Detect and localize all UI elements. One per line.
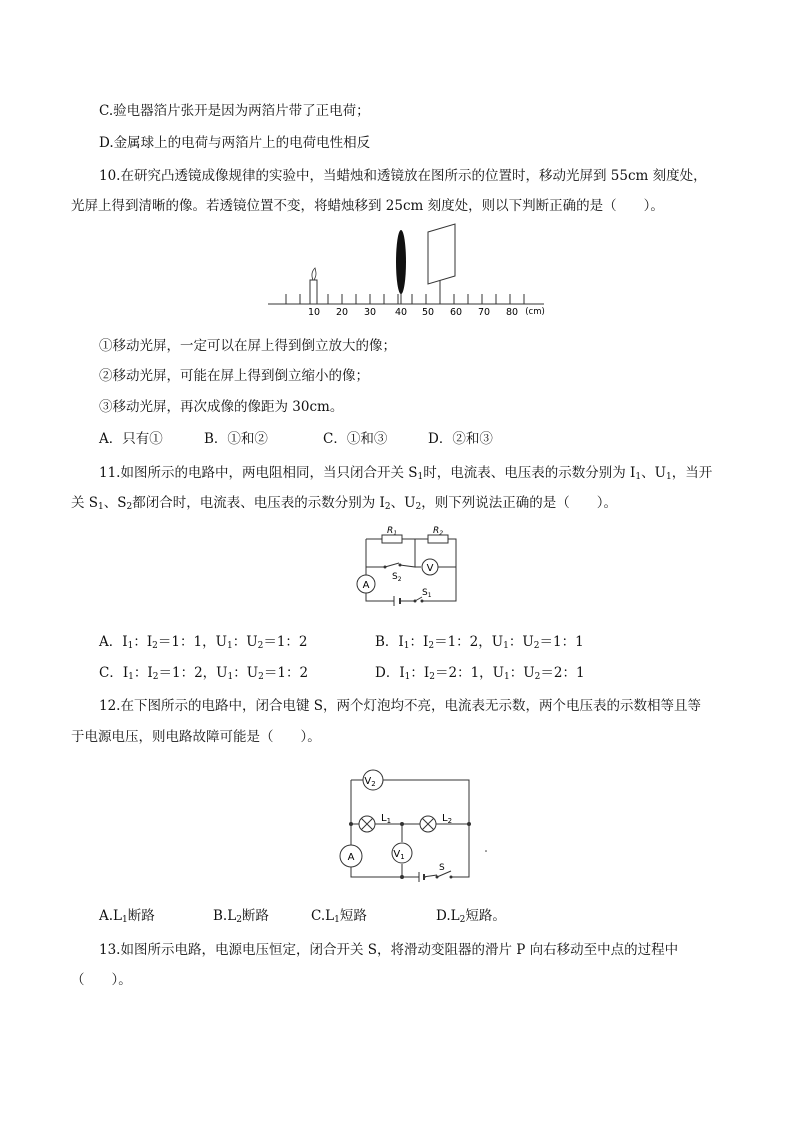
q11-option-c: C．$I_1$：$I_2=1$：2，$U_1$：$U_2=1$：2 bbox=[99, 665, 309, 682]
q11-text-line2: 关 $S_1$、$S_2$都闭合时，电流表、电压表的示数分别为 $I_2$、$U_2$，则下列说法正确的是（ ）。 bbox=[71, 495, 617, 512]
q12-text-line2: 于电源电压，则电路故障可能是（ ）。 bbox=[71, 729, 321, 745]
option-c-text: C.验电器箔片张开是因为两箔片带了正电荷； bbox=[99, 103, 370, 119]
tick-label: 70 bbox=[477, 307, 491, 318]
l2-label: $L_2$ bbox=[442, 813, 453, 825]
statement-3: ③移动光屏，再次成像的像距为 30cm。 bbox=[99, 399, 344, 415]
q12-option-b: $B.L_2$断路 bbox=[213, 908, 269, 925]
candle bbox=[310, 268, 317, 304]
s2-label: $S_2$ bbox=[392, 572, 402, 583]
tick-label: 20 bbox=[335, 307, 349, 318]
battery-symbol bbox=[394, 596, 400, 606]
q13-text-line2: （ ）。 bbox=[71, 972, 132, 988]
q12-option-c: $C.L_1$短路 bbox=[311, 908, 367, 925]
tick-label: 10 bbox=[307, 307, 321, 318]
lens-experiment-figure bbox=[262, 222, 554, 320]
battery-symbol bbox=[419, 872, 424, 882]
q11-option-b: B．$I_1$：$I_2=1$：2，$U_1$：$U_2=1$：1 bbox=[375, 634, 584, 651]
bulb-circuit-figure bbox=[335, 764, 495, 888]
q12-text-line1: 12.在下图所示的电路中，闭合电键 S，两个灯泡均不亮，电流表无示数，两个电压表的示数相等且等 bbox=[99, 698, 702, 714]
r2-label: $R_2$ bbox=[433, 526, 444, 537]
v1-label: $V_1$ bbox=[393, 849, 405, 861]
resistor-r2 bbox=[428, 535, 448, 543]
tick-label: 30 bbox=[363, 307, 377, 318]
unit-label: (cm) bbox=[525, 307, 545, 317]
q10-option-c: C．①和③ bbox=[323, 431, 388, 447]
light-screen bbox=[428, 224, 455, 304]
switch-s2-blade bbox=[385, 563, 399, 567]
q10-text-line2: 光屏上得到清晰的像。若透镜位置不变，将蜡烛移到 25cm 刻度处，则以下判断正确的是（ ）。 bbox=[71, 198, 664, 214]
statement-1: ①移动光屏，一定可以在屏上得到倒立放大的像； bbox=[99, 338, 396, 354]
q11-option-d: D．$I_1$：$I_2=2$：1，$U_1$：$U_2=2$：1 bbox=[375, 665, 585, 682]
q11-text-line1: 11.如图所示的电路中，两电阻相同，当只闭合开关 $S_1$时，电流表、电压表的示数分别为 $I_1$、$U_1$，当开 bbox=[99, 465, 713, 482]
option-d-text: D.金属球上的电荷与两箔片上的电荷电性相反 bbox=[99, 135, 371, 151]
resistor-circuit-figure bbox=[354, 523, 462, 607]
tick-label: 40 bbox=[394, 307, 408, 318]
tick-label: 60 bbox=[449, 307, 463, 318]
ammeter-label: A bbox=[347, 852, 355, 863]
resistor-r1 bbox=[382, 535, 402, 543]
q11-option-a: A．$I_1$：$I_2=1$：1，$U_1$：$U_2=1$：2 bbox=[99, 634, 308, 651]
q10-text-line1: 10.在研究凸透镜成像规律的实验中，当蜡烛和透镜放在图所示的位置时，移动光屏到 55cm 刻度处， bbox=[99, 168, 707, 184]
ruler-ticks bbox=[286, 294, 524, 304]
tick-label: 50 bbox=[421, 307, 435, 318]
v2-label: $V_2$ bbox=[364, 776, 376, 788]
convex-lens bbox=[396, 230, 406, 304]
q10-option-b: B．①和② bbox=[204, 431, 268, 447]
l1-label: $L_1$ bbox=[381, 813, 392, 825]
q12-option-a: $A.L_1$断路 bbox=[99, 908, 155, 925]
q10-option-a: A．只有① bbox=[99, 431, 163, 447]
ammeter-label: A bbox=[362, 580, 370, 591]
statement-2: ②移动光屏，可能在屏上得到倒立缩小的像； bbox=[99, 368, 369, 384]
q13-text-line1: 13.如图所示电路，电源电压恒定，闭合开关 S，将滑动变阻器的滑片 P 向右移动至中点的过程中 bbox=[99, 942, 679, 958]
s1-label: $S_1$ bbox=[422, 588, 432, 599]
switch-label: S bbox=[439, 863, 445, 873]
q10-option-d: D．②和③ bbox=[428, 431, 493, 447]
r1-label: $R_1$ bbox=[387, 526, 398, 537]
tick-label: 80 bbox=[505, 307, 519, 318]
voltmeter-label: V bbox=[426, 563, 434, 574]
q12-option-d: $D.L_2$短路。 bbox=[436, 908, 506, 925]
